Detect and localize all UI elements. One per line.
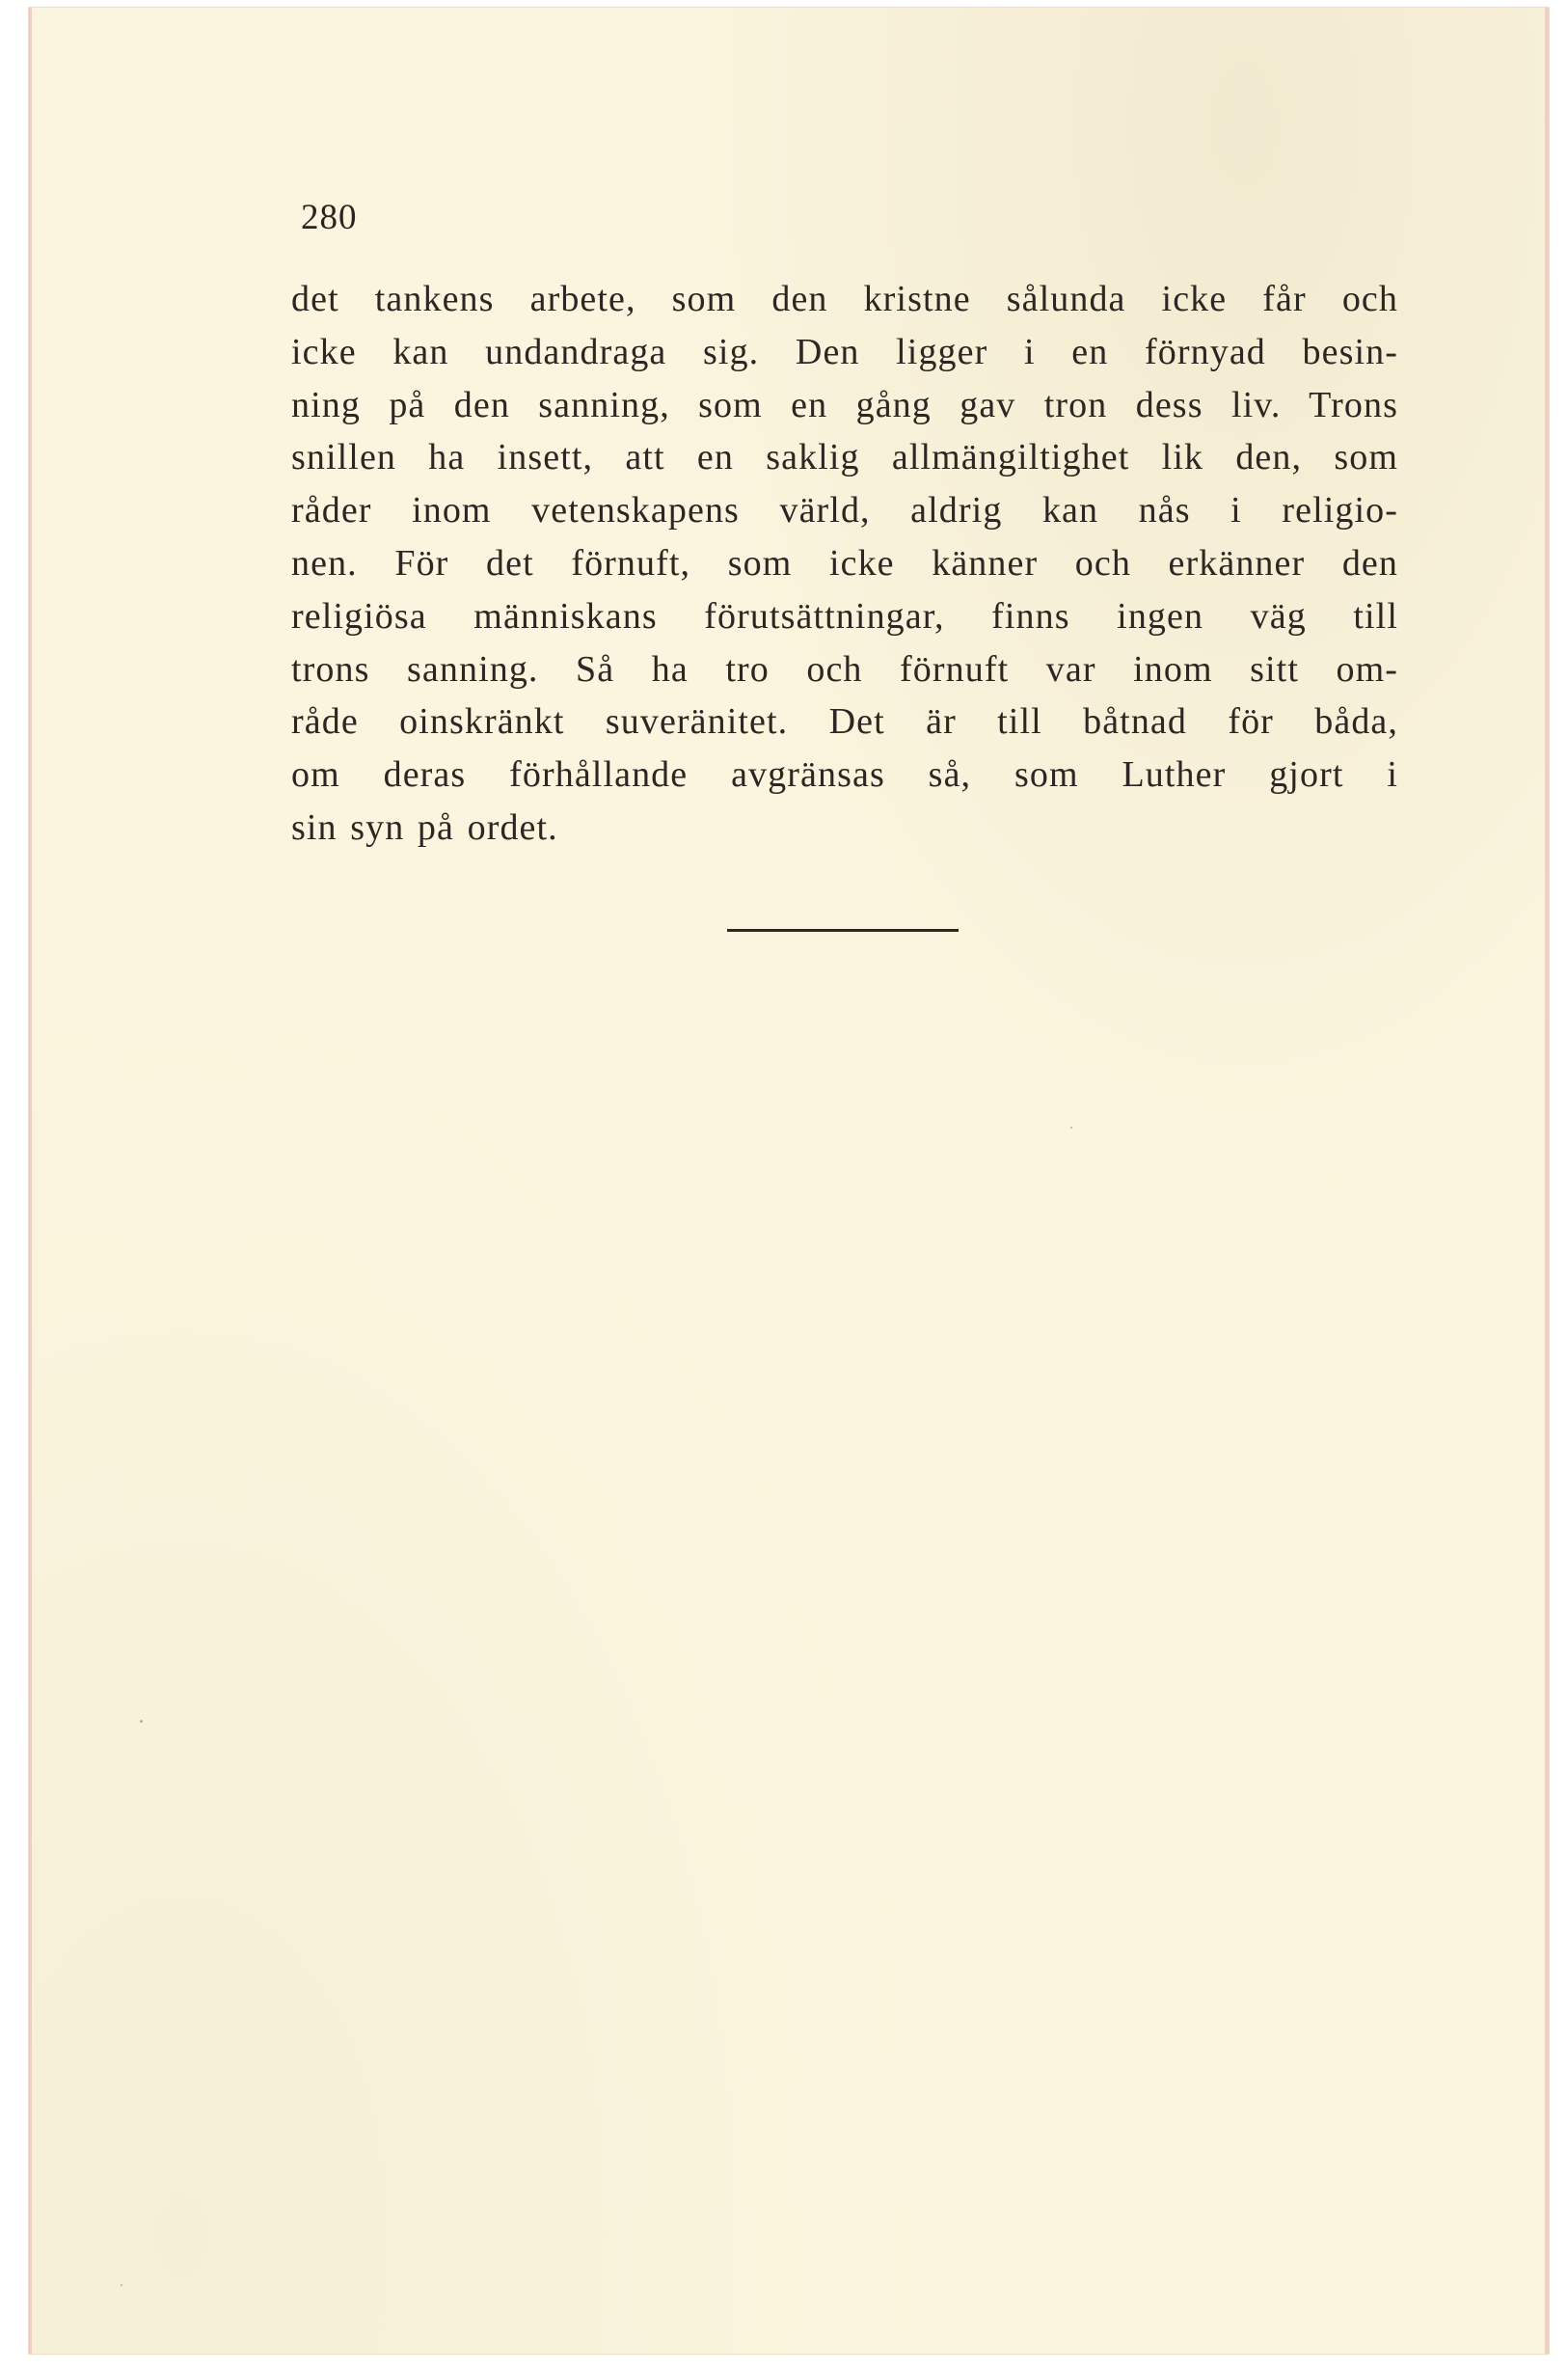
text-line: icke kan undandraga sig. Den ligger i en förnyad besin- xyxy=(291,331,1398,372)
section-divider xyxy=(727,929,959,932)
text-line: sin syn på ordet. xyxy=(291,806,558,848)
text-line: det tankens arbete, som den kristne sålunda icke får och xyxy=(291,279,1398,319)
text-line: trons sanning. Så ha tro och förnuft var inom sitt om- xyxy=(291,648,1398,690)
text-line: råde oinskränkt suveränitet. Det är till båtnad för båda, xyxy=(291,701,1398,743)
text-line: om deras förhållande avgränsas så, som Luther gjort i xyxy=(291,754,1398,796)
text-line: religiösa människans förutsättningar, finns ingen väg till xyxy=(291,595,1398,637)
text-line: ning på den sanning, som en gång gav tron dess liv. Trons xyxy=(291,384,1398,425)
text-line: nen. För det förnuft, som icke känner och erkänner den xyxy=(291,542,1398,584)
paper-speck xyxy=(140,1720,143,1723)
book-page xyxy=(29,8,1549,2354)
page-number: 280 xyxy=(301,198,358,237)
paper-speck xyxy=(121,2284,122,2286)
page-edge-right xyxy=(1545,8,1549,2354)
page-edge-left xyxy=(29,8,32,2354)
body-paragraph xyxy=(291,273,1398,855)
text-line: snillen ha insett, att en saklig allmängiltighet lik den, som xyxy=(291,437,1398,478)
paper-speck xyxy=(1070,1127,1072,1129)
text-line: råder inom vetenskapens värld, aldrig kan nås i religio- xyxy=(291,490,1398,532)
